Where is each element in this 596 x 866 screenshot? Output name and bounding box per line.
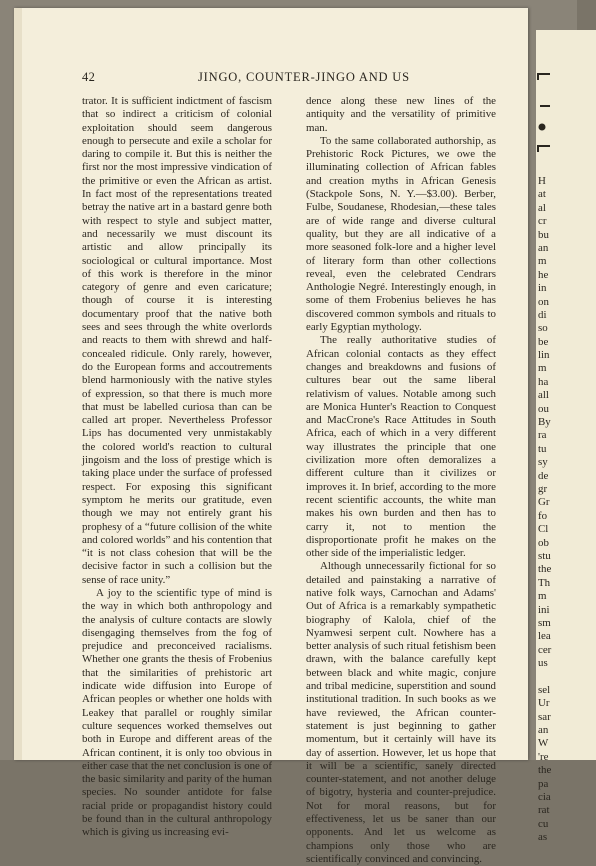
next-page-column bbox=[538, 175, 578, 845]
corner-mark-icon bbox=[538, 74, 550, 80]
next-page-fragment: the bbox=[538, 764, 552, 777]
next-page-fragment: cia bbox=[538, 790, 551, 803]
next-page-fragment: W bbox=[538, 737, 549, 750]
paragraph: To the same collaborated authorship, as Prehistoric Rock Pictures, we owe the illuminating collection of African fables and creation myths in African Genesis (Stackpole Sons, N. Y.—$3.00). Berber, Fulbe, Soudanese, Rhodesian,—these tales are of wide range and diverse cultural quality, but they are all indicative of a more seasoned folk-lore and a higher level of literary form than other collections reveal, even the celebrated Cendrars Anthologie Negré. Interestingly enough, in some of them Frobenius believes he has discovered common symbols and rituals to early Egyptian mythology. bbox=[306, 134, 496, 334]
next-page-fragment: in bbox=[538, 282, 547, 295]
next-page-fragment: the bbox=[538, 563, 552, 576]
next-page-fragment: tu bbox=[538, 442, 547, 455]
next-page-fragment: bu bbox=[538, 228, 549, 241]
next-page-fragment: m bbox=[538, 255, 547, 268]
bullet-mark-icon bbox=[538, 122, 550, 132]
page-number: 42 bbox=[82, 70, 96, 84]
next-page-fragment: Th bbox=[538, 576, 551, 589]
next-page-fragment: By bbox=[538, 416, 551, 429]
next-page-fragment: de bbox=[538, 469, 549, 482]
next-page-fragment: us bbox=[538, 657, 548, 670]
next-page-fragment: pa bbox=[538, 777, 549, 790]
paragraph: Although unnecessarily fictional for so detailed and painstaking a narrative of native folk ways, Carnochan and Adams' Out of Africa is a remarkably sympathetic biography of Kalola, chief of the Nyamwesi serpent cult. Nowhere has a better analysis of such ritual fetishism been drawn, with the balance carefully kept between black and white magic, conjure and tribal medicine, superstition and sound institutional tradition. In such books as we have reviewed, the African counter-statement is just beginning to gather momentum, but it certainly will have its day of assertion. However, let us hope that it will be a scientific, sanely directed counter-statement, and not another deluge of bigotry, hysteria and counter-prejudice. Not for moral reasons, but for effectiveness, let us be saner than our opponents. And let us welcome as champions only those who are scientifically convinced and convincing. bbox=[306, 560, 496, 865]
next-page-fragment: lin bbox=[538, 349, 550, 362]
next-page-fragment: ra bbox=[538, 429, 547, 442]
next-page-fragment: di bbox=[538, 308, 547, 321]
next-page-fragment: at bbox=[538, 188, 546, 201]
corner-mark-icon bbox=[538, 146, 550, 152]
next-page-fragment: Cl bbox=[538, 523, 549, 536]
next-page-fragment: so bbox=[538, 322, 548, 335]
paragraph: trator. It is sufficient indictment of fascism that so indirect a criticism of colonial exploitation should seem dangerous enough to persecute and exile a scholar for daring to compile it. But this is neither the first nor the most impressive vindication of the primitive or even the African as artist. In fact most of the representations treated betray the native art in a bastard genre both with respect to style and subject matter, and necessarily we must discount its artistic and allow principally its sociological or cultural importance. Most of this work is therefore in the minor category of genre and even caricature; though of course it is interesting documentary proof that the native both sees and sees through the white overlords and reacts to them with shrewd and half-concealed ridicule. Only rarely, however, do the European forms and accoutrements blend harmoniously with the native styles of expression, so that there is much more that must be labelled curiosa than can be called art proper. Nevertheless Professor Lips has documented very unmistakably the colored world's reaction to cultural jingoism and the loss of prestige which is taking place under the surface of professed respect. For exposing this significant symptom he merits our gratitude, even though we may not entirely grant his prophesy of a “future collision of the white and colored worlds” and his contention that “it is not class cohesion that will be the decisive factor in such a collision but the sense of race unity.” bbox=[82, 95, 272, 586]
next-page-fragment: m bbox=[538, 590, 547, 603]
next-page-fragment: ha bbox=[538, 375, 549, 388]
next-page-fragment: lea bbox=[538, 630, 551, 643]
next-page-fragment: gr bbox=[538, 482, 548, 495]
next-page-fragment: cr bbox=[538, 215, 547, 228]
next-page-fragment: Gr bbox=[538, 496, 550, 509]
right-column bbox=[306, 95, 496, 866]
next-page-fragment: sy bbox=[538, 456, 548, 469]
next-page-fragment: on bbox=[538, 295, 549, 308]
next-page-fragment: ou bbox=[538, 402, 549, 415]
next-page-fragment: 're bbox=[538, 750, 549, 763]
paragraph: dence along these new lines of the antiquity and the versatility of primitive man. bbox=[306, 95, 496, 134]
next-page-fragment: be bbox=[538, 335, 549, 348]
next-page-fragment: rat bbox=[538, 804, 550, 817]
next-page-fragment: H bbox=[538, 175, 546, 187]
next-page-fragment: stu bbox=[538, 549, 551, 562]
next-page-fragment: as bbox=[538, 831, 548, 844]
next-page-fragment: all bbox=[538, 389, 549, 402]
page-header bbox=[82, 70, 482, 84]
next-page-fragment: cu bbox=[538, 817, 549, 830]
next-page-fragment: al bbox=[538, 201, 546, 214]
running-title: JINGO, COUNTER-JINGO AND US bbox=[198, 70, 410, 84]
left-column bbox=[82, 95, 272, 840]
next-page-fragment: ini bbox=[538, 603, 550, 616]
next-page-fragment: sar bbox=[538, 710, 551, 723]
page-binding-edge bbox=[14, 8, 22, 760]
next-page-fragment: m bbox=[538, 362, 547, 375]
next-page-fragment bbox=[538, 670, 578, 683]
next-page-fragment: he bbox=[538, 268, 549, 281]
paragraph: A joy to the scientific type of mind is the way in which both anthropology and the analysis of culture contacts are slowly disengaging themselves from the fog of prejudice and preconceived racialisms. Whether one grants the thesis of Frobenius that the similarities of prehistoric art indicate wide diffusion into Europe of African peoples or whether one holds with Leakey that parallel or roughly similar culture sequences worked themselves out both in Europe and different areas of the African continent, it is only too obvious in either case that the net conclusion is one of the basic similarity and parity of the human species. No sounder antidote for false racial pride or propagandist history could be found than in the cultural anthropology which is giving us increasing evi- bbox=[82, 586, 272, 839]
paragraph: The really authoritative studies of African colonial contacts as they effect changes and breakdowns and fusions of cultures bear out the same liberal relativism of values. Notable among such are Monica Hunter's Reaction to Conquest and MacCrone's Race Attitudes in South Africa, each of which in a very different way illustrates the principle that one civilization more often demoralizes a different culture than it civilizes or improves it. In brief, according to the more recent scientific accounts, the white man makes his own burden and then has to carry it, not to mention the disproportionate profit he makes on the other side of the imperialistic ledger. bbox=[306, 334, 496, 560]
next-page-fragment: an bbox=[538, 241, 549, 254]
next-page-fragment: sel bbox=[538, 683, 551, 696]
dash-mark-icon bbox=[538, 103, 550, 109]
next-page-fragment: fo bbox=[538, 509, 548, 522]
next-page-fragment: sm bbox=[538, 616, 551, 629]
next-page-fragment: an bbox=[538, 724, 549, 737]
next-page-fragment: Ur bbox=[538, 697, 550, 710]
next-page-fragment: cer bbox=[538, 643, 552, 656]
next-page-fragment: ob bbox=[538, 536, 549, 549]
